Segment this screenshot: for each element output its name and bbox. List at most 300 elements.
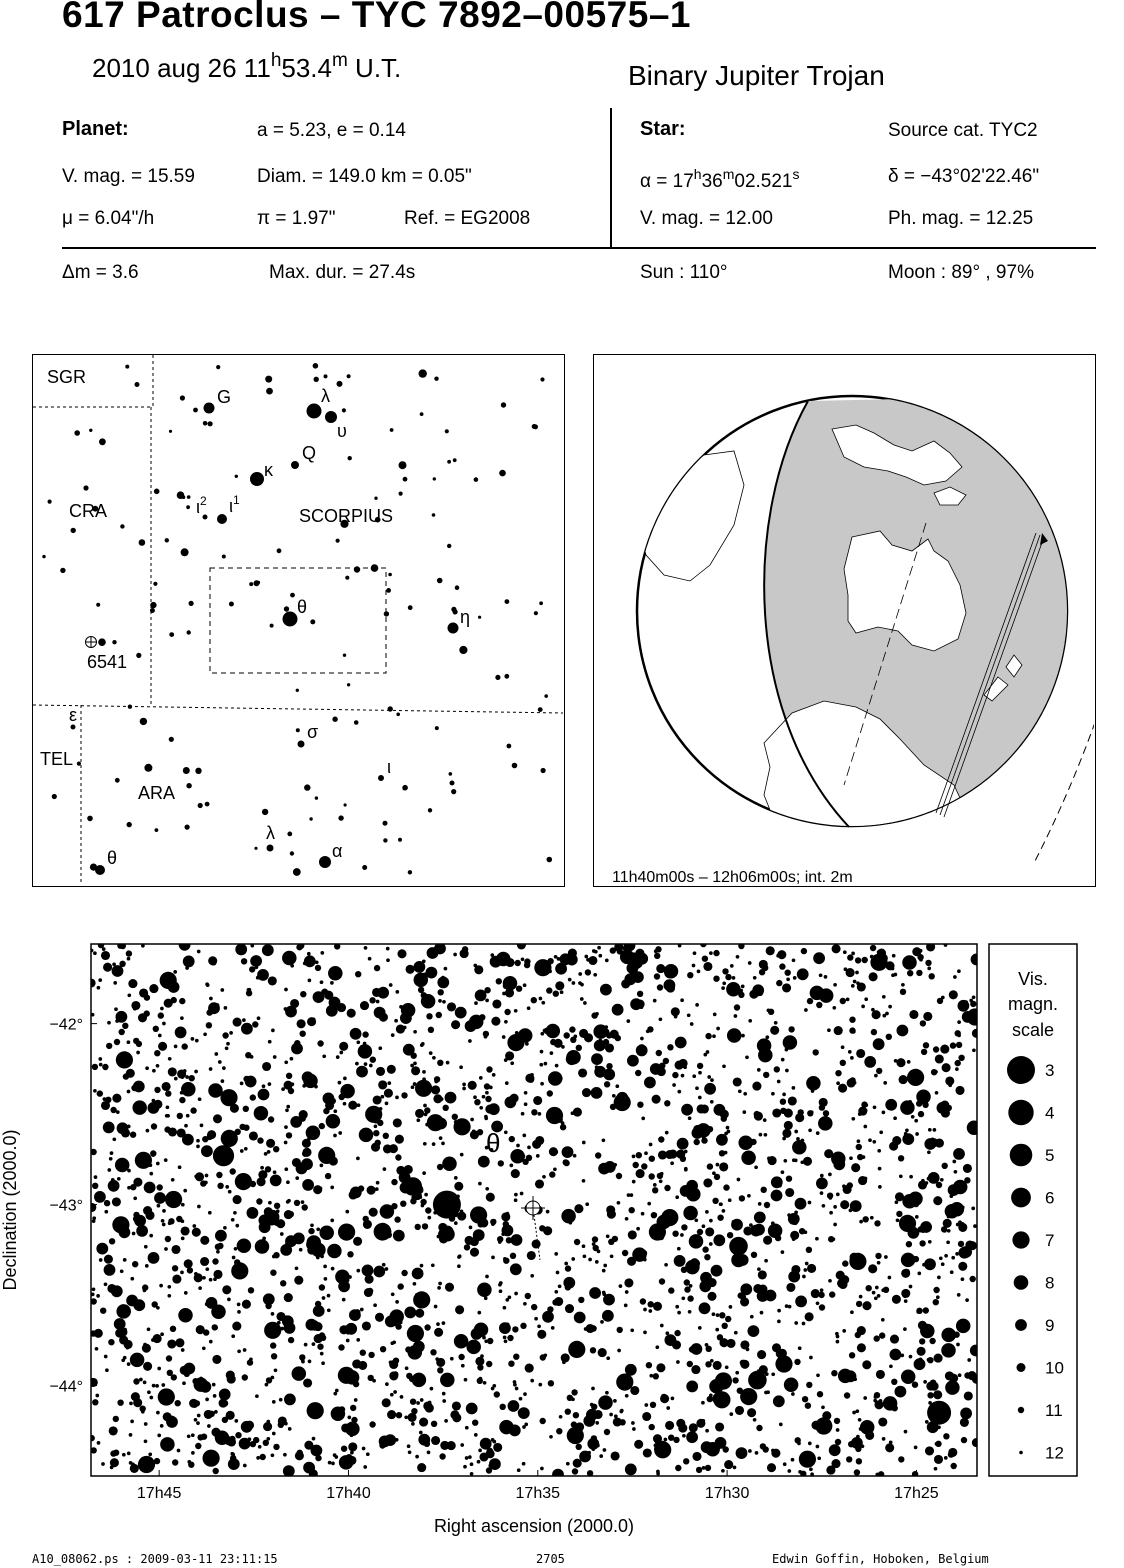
chart-star xyxy=(374,965,380,971)
legend-label: 9 xyxy=(1045,1316,1055,1335)
chart-star xyxy=(139,1378,143,1382)
chart-star xyxy=(657,1443,661,1447)
label-upsilon: υ xyxy=(337,421,347,441)
globe-panel xyxy=(593,354,1096,887)
event-datetime: 2010 aug 26 11$^h$53.4$^m$ U.T. xyxy=(92,50,402,83)
chart-star xyxy=(133,1378,139,1384)
chart-star xyxy=(316,1227,320,1231)
chart-star xyxy=(393,1358,399,1364)
chart-star xyxy=(194,1175,198,1179)
chart-star xyxy=(713,1361,722,1370)
chart-star xyxy=(885,1099,897,1111)
chart-star xyxy=(598,1348,607,1357)
chart-star xyxy=(540,1050,544,1054)
chart-star xyxy=(794,1130,798,1134)
chart-star xyxy=(944,1456,948,1460)
chart-star xyxy=(104,1355,108,1359)
chart-star xyxy=(360,1308,364,1312)
chart-star xyxy=(498,1240,502,1244)
chart-star xyxy=(345,1210,349,1214)
chart-star xyxy=(762,965,768,971)
chart-star xyxy=(730,964,734,968)
chart-star xyxy=(375,1313,384,1322)
finder-star xyxy=(265,376,272,383)
chart-star xyxy=(133,1081,145,1093)
chart-star xyxy=(566,1050,581,1065)
chart-star xyxy=(325,1173,331,1179)
chart-star xyxy=(162,1022,166,1026)
chart-star xyxy=(556,1428,562,1434)
chart-bright-star xyxy=(506,1212,510,1216)
chart-star xyxy=(653,1302,662,1311)
chart-star xyxy=(93,951,97,955)
chart-star xyxy=(918,1111,924,1117)
chart-star xyxy=(278,1422,284,1428)
chart-star xyxy=(899,1075,908,1084)
chart-star xyxy=(492,1073,496,1077)
chart-star xyxy=(771,1190,783,1202)
chart-star xyxy=(470,1237,479,1246)
chart-star xyxy=(804,1008,808,1012)
chart-star xyxy=(111,1285,123,1297)
chart-star xyxy=(549,1147,558,1156)
chart-star xyxy=(909,1285,913,1289)
chart-star xyxy=(101,951,110,960)
chart-star xyxy=(96,1243,108,1255)
chart-star xyxy=(565,1265,571,1271)
chart-star xyxy=(973,1224,977,1228)
chart-star xyxy=(664,1263,668,1267)
chart-star xyxy=(756,1425,762,1431)
chart-star xyxy=(165,1090,171,1096)
chart-star xyxy=(916,1310,920,1314)
chart-star xyxy=(882,1111,886,1115)
chart-star xyxy=(157,1434,161,1438)
chart-star xyxy=(813,1049,819,1055)
chart-star xyxy=(266,1139,275,1148)
chart-star xyxy=(408,1450,412,1454)
chart-star xyxy=(130,1420,134,1424)
chart-star xyxy=(422,1077,426,1081)
chart-star xyxy=(184,1124,188,1128)
chart-star xyxy=(675,1061,684,1070)
chart-star xyxy=(955,1060,961,1066)
star-lambda-sco xyxy=(307,404,322,419)
chart-star xyxy=(806,1076,821,1091)
chart-star xyxy=(270,1175,282,1187)
chart-star xyxy=(192,1378,198,1384)
chart-star xyxy=(940,1178,944,1182)
finder-star xyxy=(324,374,328,378)
chart-star xyxy=(766,946,775,955)
chart-star xyxy=(415,1309,424,1318)
chart-star xyxy=(782,983,791,992)
chart-star xyxy=(407,1325,424,1342)
chart-star xyxy=(369,1208,378,1217)
chart-star xyxy=(734,1331,738,1335)
chart-star xyxy=(677,1090,681,1094)
chart-star xyxy=(615,1084,619,1088)
chart-star xyxy=(701,1441,713,1453)
chart-star xyxy=(655,946,661,952)
chart-star xyxy=(464,1378,468,1382)
chart-star xyxy=(795,1296,807,1308)
chart-star xyxy=(319,1332,325,1338)
chart-star xyxy=(738,1089,742,1093)
chart-star xyxy=(460,1153,464,1157)
chart-star xyxy=(486,1361,492,1367)
chart-star xyxy=(541,1001,545,1005)
chart-star xyxy=(741,1196,745,1200)
chart-star xyxy=(338,1131,342,1135)
chart-star xyxy=(483,1381,487,1385)
chart-star xyxy=(969,999,973,1003)
chart-star xyxy=(485,1275,489,1279)
chart-star xyxy=(205,1267,209,1271)
chart-star xyxy=(809,1467,813,1471)
chart-star xyxy=(942,1063,951,1072)
chart-star xyxy=(835,1439,841,1445)
chart-star xyxy=(486,1066,492,1072)
chart-star xyxy=(657,1173,663,1179)
chart-star xyxy=(540,1418,546,1424)
chart-star xyxy=(445,1283,454,1292)
chart-star xyxy=(953,975,957,979)
chart-star xyxy=(185,1075,189,1079)
chart-star xyxy=(726,1339,735,1348)
chart-star xyxy=(829,1211,833,1215)
label-alpha: α xyxy=(332,841,343,861)
chart-star xyxy=(157,1204,161,1208)
chart-star xyxy=(764,1202,770,1208)
chart-star xyxy=(460,949,469,958)
chart-star xyxy=(960,1418,969,1427)
chart-star xyxy=(565,1409,571,1415)
chart-star xyxy=(509,1136,515,1142)
chart-star xyxy=(833,1452,837,1456)
chart-star xyxy=(759,1133,763,1137)
chart-star xyxy=(468,1081,477,1090)
finder-star xyxy=(304,784,310,790)
chart-star xyxy=(958,1262,967,1271)
chart-star xyxy=(195,1039,199,1043)
finder-star xyxy=(183,767,190,774)
star-heading: Star: xyxy=(640,118,686,140)
chart-star xyxy=(724,1460,733,1469)
chart-star xyxy=(933,1196,942,1205)
chart-star xyxy=(256,1456,260,1460)
chart-star xyxy=(582,1179,586,1183)
finder-star xyxy=(235,475,238,478)
finder-star xyxy=(450,781,455,786)
chart-star xyxy=(393,1118,402,1127)
legend-dot xyxy=(1011,1188,1031,1208)
chart-star xyxy=(133,1196,137,1200)
chart-star xyxy=(819,1304,825,1310)
chart-star xyxy=(323,1265,327,1269)
chart-star xyxy=(941,1109,950,1118)
finder-star xyxy=(287,832,292,837)
chart-star xyxy=(121,1128,130,1137)
chart-star xyxy=(680,1233,684,1237)
chart-star xyxy=(97,1441,101,1445)
chart-star xyxy=(503,1336,507,1340)
chart-star xyxy=(115,1219,119,1223)
chart-star xyxy=(250,1441,256,1447)
chart-star xyxy=(354,1398,358,1402)
legend-title-3: scale xyxy=(1011,1020,1055,1040)
chart-star xyxy=(746,1348,750,1352)
chart-star xyxy=(641,1163,647,1169)
chart-star xyxy=(781,1250,785,1254)
chart-star xyxy=(127,1362,131,1366)
chart-star xyxy=(719,1202,723,1206)
chart-star xyxy=(395,1096,399,1100)
chart-star xyxy=(643,1331,647,1335)
finder-star xyxy=(453,458,457,462)
chart-star xyxy=(297,1450,303,1456)
chart-star xyxy=(613,1417,622,1426)
star-eta-sco xyxy=(448,623,459,634)
chart-star xyxy=(785,1188,794,1197)
chart-star xyxy=(576,1444,582,1450)
chart-star xyxy=(136,1051,140,1055)
chart-star xyxy=(954,1170,958,1174)
chart-star xyxy=(828,1279,832,1283)
chart-star xyxy=(167,1285,171,1289)
chart-star xyxy=(857,1139,861,1143)
star-lambda-ara xyxy=(267,845,274,852)
chart-star xyxy=(664,964,679,979)
chart-star xyxy=(204,1410,213,1419)
chart-star xyxy=(369,997,375,1003)
chart-star xyxy=(726,1126,730,1130)
chart-star xyxy=(391,1292,395,1296)
chart-star xyxy=(730,991,734,995)
chart-star xyxy=(961,1437,967,1443)
chart-star xyxy=(733,1466,737,1470)
chart-star xyxy=(304,955,316,967)
chart-star xyxy=(391,1179,397,1185)
chart-star xyxy=(935,1091,939,1095)
chart-star xyxy=(707,1396,713,1402)
chart-star xyxy=(393,1230,405,1242)
chart-star xyxy=(870,1216,874,1220)
chart-star xyxy=(636,1169,645,1178)
chart-star xyxy=(411,1196,415,1200)
chart-star xyxy=(698,1326,702,1330)
chart-star xyxy=(580,997,584,1001)
chart-star xyxy=(588,1258,592,1262)
chart-star xyxy=(858,1176,867,1185)
legend-label: 10 xyxy=(1045,1358,1064,1378)
chart-star xyxy=(697,970,701,974)
chart-star xyxy=(909,1355,913,1359)
chart-star xyxy=(836,1193,840,1197)
chart-star xyxy=(166,1114,170,1118)
chart-star xyxy=(827,1028,831,1032)
finder-star xyxy=(538,707,543,712)
star-vmag: V. mag. = 12.00 xyxy=(640,208,773,229)
chart-star xyxy=(585,1202,589,1206)
chart-star xyxy=(877,1294,881,1298)
chart-star xyxy=(674,1015,678,1019)
finder-star xyxy=(398,838,402,842)
finder-star xyxy=(547,857,553,863)
chart-star xyxy=(117,1400,123,1406)
chart-star xyxy=(531,997,537,1003)
chart-star xyxy=(114,1318,126,1330)
chart-star xyxy=(947,1229,951,1233)
chart-star xyxy=(268,976,277,985)
chart-star xyxy=(692,964,696,968)
chart-star xyxy=(334,943,340,949)
chart-star xyxy=(676,1360,680,1364)
star-source: Source cat. TYC2 xyxy=(888,120,1038,141)
chart-star xyxy=(856,981,860,985)
chart-star xyxy=(181,1082,196,1097)
chart-star xyxy=(876,1370,885,1379)
chart-star xyxy=(672,1072,678,1078)
chart-star xyxy=(396,1025,405,1034)
constellation-boundaries xyxy=(33,355,563,885)
finder-star xyxy=(208,421,213,426)
star-alpha-ara xyxy=(319,856,331,868)
chart-star xyxy=(231,1334,235,1338)
chart-star xyxy=(515,1387,519,1391)
chart-star xyxy=(522,1462,526,1466)
chart-star xyxy=(363,1465,367,1469)
chart-star xyxy=(386,958,390,962)
chart-star xyxy=(836,1428,840,1432)
chart-star xyxy=(820,1191,824,1195)
chart-star xyxy=(450,1357,454,1361)
chart-star xyxy=(156,1162,160,1166)
chart-star xyxy=(180,1091,184,1095)
chart-star xyxy=(777,1320,781,1324)
star-ra: $\alpha = 17^h36^m02.521^s$ xyxy=(640,166,800,192)
chart-star xyxy=(504,1009,510,1015)
chart-star xyxy=(652,1095,661,1104)
chart-star xyxy=(368,1352,374,1358)
chart-star xyxy=(635,1070,641,1076)
chart-star xyxy=(727,1028,742,1043)
chart-star xyxy=(503,1258,509,1264)
chart-star xyxy=(276,1312,285,1321)
chart-star xyxy=(324,1277,328,1281)
chart-star xyxy=(418,1195,422,1199)
chart-star xyxy=(722,1323,728,1329)
chart-star xyxy=(271,1353,277,1359)
planet-orbit: a = 5.23, e = 0.14 xyxy=(257,120,406,141)
chart-star xyxy=(687,1361,693,1367)
chart-star xyxy=(606,1356,610,1360)
chart-star xyxy=(133,1038,139,1044)
chart-star xyxy=(808,1442,812,1446)
chart-star xyxy=(223,1226,227,1230)
chart-star xyxy=(836,1340,840,1344)
chart-star xyxy=(425,1404,434,1413)
chart-star xyxy=(843,1185,852,1194)
chart-star xyxy=(583,1254,587,1258)
finder-star xyxy=(181,548,189,556)
chart-star xyxy=(764,1133,768,1137)
chart-star xyxy=(898,1155,904,1161)
chart-star xyxy=(290,1057,294,1061)
chart-star xyxy=(517,940,526,949)
chart-star xyxy=(212,1258,218,1264)
finder-star xyxy=(309,817,312,820)
chart-star xyxy=(632,1155,636,1159)
chart-star xyxy=(549,1435,553,1439)
chart-star xyxy=(807,1110,813,1116)
chart-star xyxy=(375,1140,381,1146)
chart-star xyxy=(924,1258,936,1270)
chart-star xyxy=(808,1128,812,1132)
chart-star xyxy=(853,1377,857,1381)
chart-star xyxy=(539,1063,543,1067)
chart-star xyxy=(774,1066,780,1072)
chart-star xyxy=(751,1252,757,1258)
chart-star xyxy=(263,1440,269,1446)
chart-star xyxy=(479,1106,483,1110)
chart-star xyxy=(521,1112,525,1116)
chart-star xyxy=(330,981,334,985)
chart-star xyxy=(571,1389,577,1395)
chart-star xyxy=(162,1082,171,1091)
chart-star xyxy=(144,1010,150,1016)
chart-star xyxy=(243,1464,247,1468)
chart-star xyxy=(556,1271,560,1275)
chart-star xyxy=(290,964,294,968)
chart-star xyxy=(95,1394,99,1398)
chart-star xyxy=(500,1404,506,1410)
chart-star xyxy=(874,1400,883,1409)
chart-star xyxy=(373,1266,385,1278)
chart-star xyxy=(748,1449,752,1453)
chart-star xyxy=(851,984,855,988)
chart-star xyxy=(550,1051,554,1055)
chart-star xyxy=(417,1463,426,1472)
chart-star xyxy=(220,988,224,992)
chart-star xyxy=(356,1359,360,1363)
x-tick-label: 17h25 xyxy=(894,1485,939,1502)
chart-star xyxy=(167,1339,176,1348)
chart-star xyxy=(689,1234,704,1249)
chart-star xyxy=(219,1389,231,1401)
chart-star xyxy=(128,979,137,988)
footer-author: Edwin Goffin, Hoboken, Belgium xyxy=(772,1552,989,1566)
chart-star xyxy=(391,1033,395,1037)
chart-star xyxy=(780,1099,786,1105)
chart-star xyxy=(805,1262,809,1266)
chart-star xyxy=(569,1026,575,1032)
chart-star xyxy=(921,1229,925,1233)
chart-star xyxy=(342,1298,346,1302)
chart-star xyxy=(860,1420,875,1435)
chart-star xyxy=(145,1066,149,1070)
chart-star xyxy=(692,1452,701,1461)
finder-star xyxy=(195,768,201,774)
chart-star xyxy=(172,1265,178,1271)
chart-star xyxy=(939,1256,943,1260)
chart-star xyxy=(261,1247,267,1253)
star-kappa-sco xyxy=(250,472,264,486)
chart-star xyxy=(218,1060,222,1064)
chart-star xyxy=(108,1180,120,1192)
chart-star xyxy=(928,1128,932,1132)
chart-star xyxy=(98,978,102,982)
